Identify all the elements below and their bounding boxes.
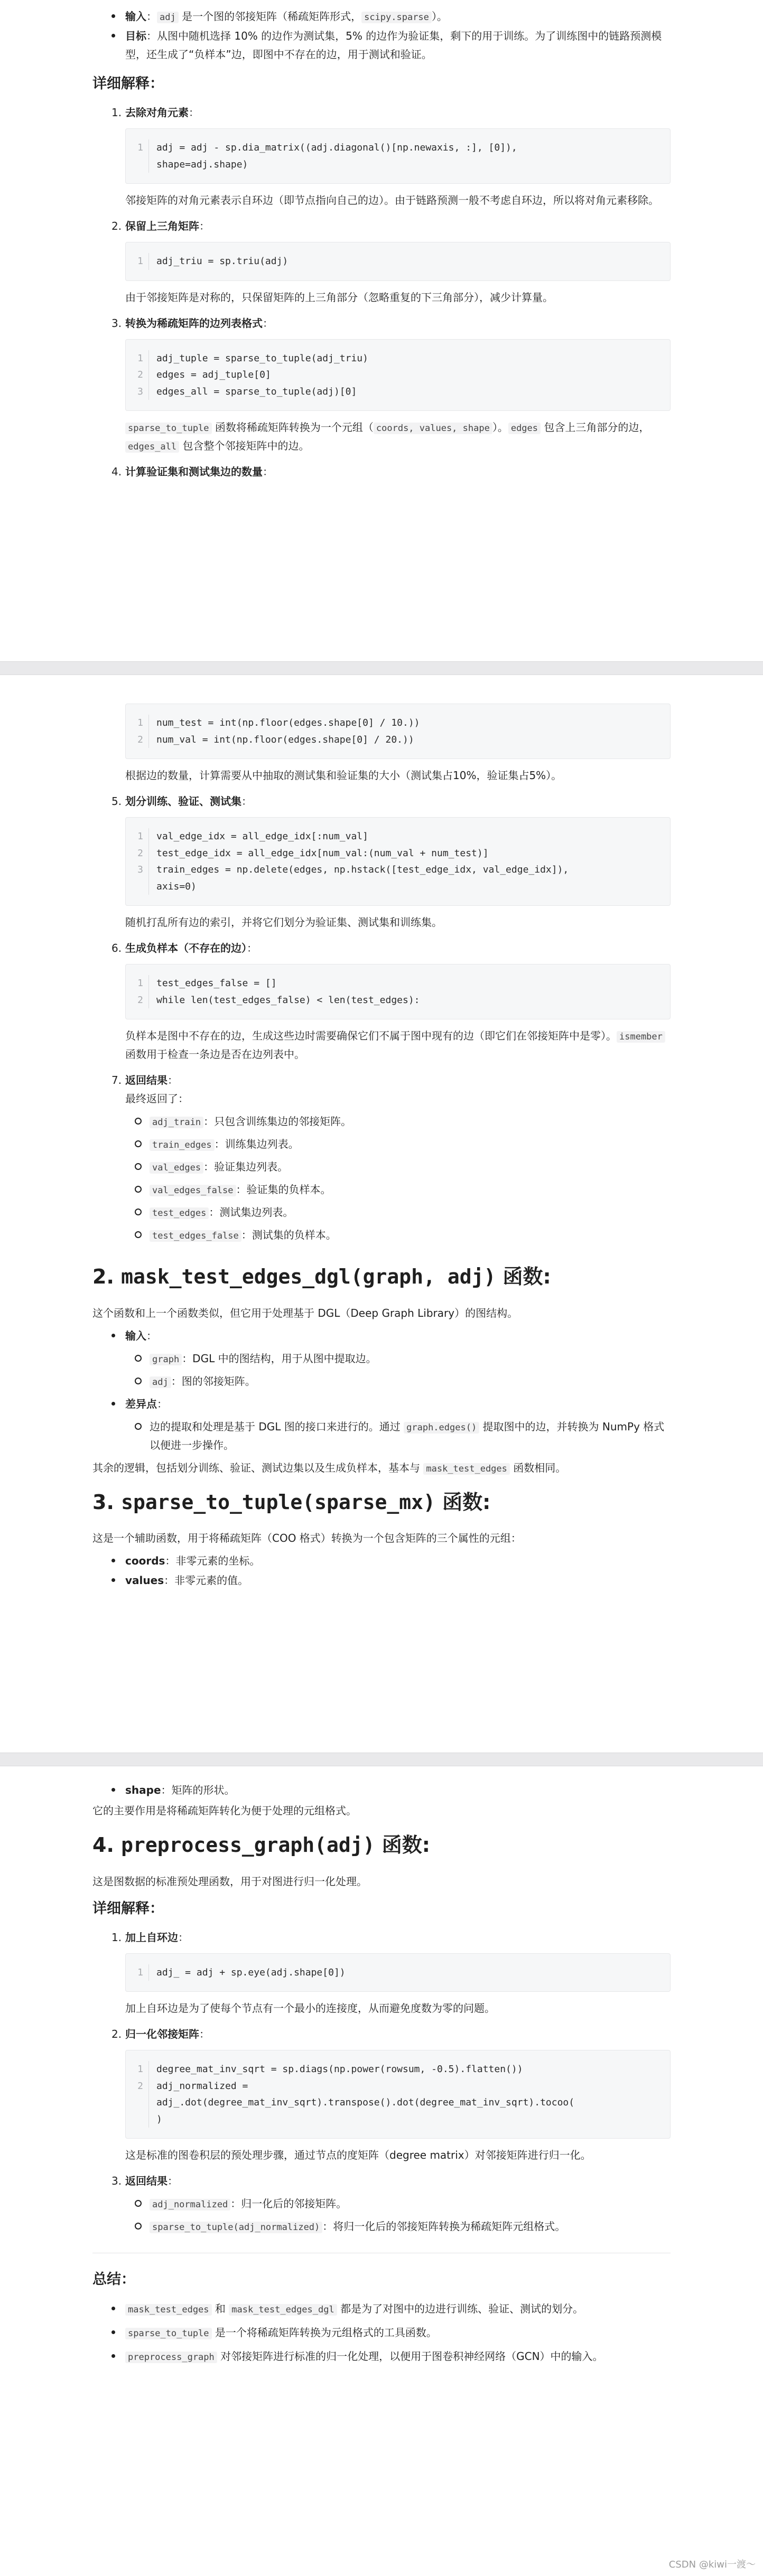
item-text: ：非零元素的值。 <box>164 1574 249 1587</box>
step-title: 保留上三角矩阵 <box>125 220 199 233</box>
s4-step-1 <box>92 1928 671 2026</box>
desc-text: 负样本是图中不存在的边，生成这些边时需要确保它们不属于图中现有的边（即它们在邻接矩阵中是零）。 <box>125 1029 617 1042</box>
step-5 <box>92 792 671 939</box>
line-number: 1 <box>126 2061 149 2078</box>
outro-text: 函数相同。 <box>509 1461 566 1474</box>
panel-3 <box>0 1766 763 2576</box>
input-label: 输入 <box>125 10 146 23</box>
panel-1 <box>0 0 763 661</box>
item-text: ：将归一化后的邻接矩阵转换为稀疏矩阵元组格式。 <box>322 2220 566 2233</box>
step-desc <box>125 418 671 455</box>
code-line <box>126 367 662 383</box>
code-text: adj_triu = sp.triu(adj) <box>156 256 289 267</box>
step-number: 1. <box>111 106 122 119</box>
bullet-label: 差异点 <box>125 1397 157 1410</box>
code-text: while len(test_edges_false) < len(test_edges): <box>156 994 420 1006</box>
code-line <box>126 732 662 748</box>
item-text: ：验证集的负样本。 <box>236 1183 331 1196</box>
section-suffix: 函数: <box>435 1490 491 1514</box>
step-number: 6. <box>111 942 122 954</box>
list-item <box>150 1203 671 1222</box>
colon: ： <box>178 1931 189 1944</box>
code-text: ) <box>156 2113 162 2125</box>
section-intro: 这个函数和上一个函数类似，但它用于处理基于 DGL（Deep Graph Library）的图结构。 <box>92 1306 518 1319</box>
section-3-bullets-cont <box>92 1781 671 1800</box>
colon: ： <box>146 1329 157 1342</box>
bullet-label: shape <box>125 1784 161 1796</box>
list-item <box>125 2324 671 2342</box>
colon: ： <box>189 106 199 119</box>
diff-bullet <box>125 1395 671 1455</box>
inline-code: sparse_to_tuple(adj_normalized) <box>150 2222 322 2233</box>
s4-step-2 <box>92 2025 671 2172</box>
step-7 <box>92 1071 671 1252</box>
code-line <box>126 845 662 862</box>
inline-code: graph <box>150 1354 182 1365</box>
step-2 <box>92 217 671 314</box>
step-number: 7. <box>111 1074 122 1086</box>
section-code: mask_test_edges_dgl(graph, adj) <box>121 1265 496 1288</box>
inline-code: ismember <box>617 1031 665 1043</box>
s4-step-3 <box>92 2172 671 2243</box>
code-text: edges = adj_tuple[0] <box>156 369 271 381</box>
list-item <box>125 1552 671 1570</box>
bullet-label: 输入 <box>125 1329 146 1342</box>
code-text: val_edge_idx = all_edge_idx[:num_val] <box>156 831 368 842</box>
list-item <box>125 1571 671 1590</box>
step-desc <box>125 1027 671 1064</box>
input-bullet <box>125 7 671 26</box>
code-block <box>125 1953 671 1992</box>
code-block <box>125 704 671 759</box>
item-text: ：测试集的负样本。 <box>241 1229 337 1241</box>
input-type-code: scipy.sparse <box>361 12 432 23</box>
step-4 <box>92 463 671 484</box>
line-number: 2 <box>126 2078 149 2095</box>
inline-code: mask_test_edges <box>423 1463 510 1475</box>
line-number: 1 <box>126 828 149 845</box>
step-3 <box>92 314 671 463</box>
code-text: train_edges = np.delete(edges, np.hstack([test_edge_idx, val_edge_idx]), <box>156 864 569 875</box>
inline-code: coords, values, shape <box>374 423 492 434</box>
step-title: 转换为稀疏矩阵的边列表格式 <box>125 316 263 330</box>
item-text: ：DGL 中的图结构，用于从图中提取边。 <box>182 1352 377 1365</box>
code-text: adj_ = adj + sp.eye(adj.shape[0]) <box>156 1966 346 1978</box>
code-line <box>126 828 662 845</box>
item-text: ：训练集边列表。 <box>214 1138 299 1150</box>
code-line <box>126 383 662 400</box>
line-number: 2 <box>126 845 149 862</box>
code-line <box>126 2094 662 2111</box>
code-line <box>126 992 662 1009</box>
input-sublist <box>125 1350 671 1391</box>
item-text: 和 <box>211 2302 229 2315</box>
inline-code: sparse_to_tuple <box>125 423 212 434</box>
inline-code: mask_test_edges <box>125 2304 212 2316</box>
step-number: 1. <box>111 1931 122 1944</box>
list-item <box>150 2217 671 2236</box>
code-text: adj = adj - sp.dia_matrix((adj.diagonal()[np.newaxis, :], [0]), <box>156 142 517 154</box>
line-number-blank <box>126 2094 149 2111</box>
step-title: 生成负样本（不存在的边） <box>125 942 247 954</box>
code-text: adj_normalized = <box>156 2080 248 2092</box>
code-block <box>125 242 671 281</box>
code-line <box>126 350 662 367</box>
step-title: 加上自环边 <box>125 1931 178 1944</box>
summary-list <box>92 2300 671 2366</box>
step-number: 3. <box>111 316 122 330</box>
bullet-label: coords <box>125 1554 165 1567</box>
inline-code: val_edges_false <box>150 1185 236 1196</box>
line-number: 1 <box>126 975 149 992</box>
line-number: 1 <box>126 715 149 732</box>
code-text: adj_tuple = sparse_to_tuple(adj_triu) <box>156 352 368 364</box>
code-line <box>126 1964 662 1981</box>
item-text: 对邻接矩阵进行标准的归一化处理，以便用于图卷积神经网络（GCN）中的输入。 <box>217 2349 603 2363</box>
list-item <box>150 1112 671 1131</box>
code-block <box>125 2050 671 2139</box>
inline-code: edges <box>508 423 541 434</box>
item-text: ：图的邻接矩阵。 <box>171 1374 256 1388</box>
return-list <box>125 2195 671 2236</box>
list-item <box>150 1372 671 1391</box>
code-line <box>126 2111 662 2128</box>
code-text: edges_all = sparse_to_tuple(adj)[0] <box>156 386 357 397</box>
item-text: 是一个将稀疏矩阵转换为元组格式的工具函数。 <box>211 2326 437 2339</box>
code-block <box>125 339 671 411</box>
step-number: 2. <box>111 220 122 233</box>
step-desc: 根据边的数量，计算需要从中抽取的测试集和验证集的大小（测试集占10%，验证集占5%）。 <box>125 769 562 782</box>
section-code: preprocess_graph(adj) <box>121 1833 375 1857</box>
desc-text: ）。 <box>492 421 508 434</box>
section-outro: 它的主要作用是将稀疏矩阵转化为便于处理的元组格式。 <box>92 1804 357 1817</box>
watermark: CSDN @kiwi一渡～ <box>668 2559 756 2570</box>
code-line <box>126 715 662 732</box>
step-title: 去除对角元素 <box>125 106 189 119</box>
desc-text: 包含整个邻接矩阵中的边。 <box>179 439 310 453</box>
colon: ： <box>157 1397 168 1410</box>
inline-code: test_edges_false <box>150 1230 241 1242</box>
inline-code: adj <box>150 1376 171 1388</box>
line-number: 3 <box>126 861 149 878</box>
colon: ： <box>263 316 273 330</box>
colon: ： <box>263 465 273 479</box>
section-2-heading <box>92 1259 671 1295</box>
input-var-code: adj <box>157 12 179 23</box>
bullet-label: values <box>125 1574 164 1587</box>
list-item <box>150 1226 671 1244</box>
item-text: ：测试集边列表。 <box>209 1206 294 1219</box>
page-separator <box>0 661 763 675</box>
inline-code: train_edges <box>150 1139 215 1151</box>
code-line <box>126 861 662 878</box>
diff-sublist <box>125 1418 671 1455</box>
section-number: 4. <box>92 1833 122 1857</box>
code-text: test_edge_idx = all_edge_idx[num_val:(num_val + num_test)] <box>156 847 489 859</box>
page-separator <box>0 1753 763 1766</box>
desc-text: 函数将稀疏矩阵转换为一个元组（ <box>211 421 374 434</box>
list-item <box>150 2195 671 2213</box>
input-end: ）。 <box>431 10 448 23</box>
goal-label: 目标 <box>125 30 146 42</box>
section-intro: 这是一个辅助函数，用于将稀疏矩阵（COO 格式）转换为一个包含矩阵的三个属性的元组： <box>92 1532 522 1544</box>
list-item <box>150 1350 671 1368</box>
code-text: adj_.dot(degree_mat_inv_sqrt).transpose().dot(degree_mat_inv_sqrt).tocoo( <box>156 2097 575 2109</box>
code-block <box>125 964 671 1019</box>
step-lead: 最终返回了： <box>125 1092 189 1105</box>
section-suffix: 函数: <box>375 1833 430 1857</box>
colon: ： <box>199 2028 210 2041</box>
step-number: 4. <box>111 465 122 479</box>
code-line <box>126 253 662 270</box>
line-number-blank <box>126 156 149 173</box>
step-desc: 这是标准的图卷积层的预处理步骤，通过节点的度矩阵（degree matrix）对邻接矩阵进行归一化。 <box>125 2149 591 2162</box>
code-text: degree_mat_inv_sqrt = sp.diags(np.power(rowsum, -0.5).flatten()) <box>156 2064 523 2075</box>
section-4-heading <box>92 1828 671 1863</box>
list-item <box>125 1781 671 1800</box>
detail-heading-1: 详细解释： <box>92 76 164 92</box>
colon: ： <box>168 2175 178 2188</box>
code-line <box>126 878 662 895</box>
code-line <box>126 2078 662 2095</box>
code-text: shape=adj.shape) <box>156 158 248 170</box>
step-title: 返回结果 <box>125 2175 168 2188</box>
inline-code: sparse_to_tuple <box>125 2328 212 2339</box>
section-outro <box>92 1459 671 1477</box>
top-bullets <box>92 7 671 64</box>
list-item <box>150 1158 671 1176</box>
section-number: 2. <box>92 1265 122 1288</box>
list-item <box>150 1181 671 1199</box>
line-number-blank <box>126 2111 149 2128</box>
desc-text: 包含上三角部分的边， <box>541 421 650 434</box>
code-block <box>125 128 671 184</box>
step-title: 归一化邻接矩阵 <box>125 2028 199 2041</box>
section-number: 3. <box>92 1490 122 1514</box>
item-text: ：矩阵的形状。 <box>161 1784 235 1796</box>
step-title: 划分训练、验证、测试集 <box>125 795 241 808</box>
goal-bullet <box>125 27 671 64</box>
list-item <box>125 2347 671 2366</box>
code-line <box>126 156 662 173</box>
code-text: axis=0) <box>156 880 197 892</box>
inline-code: preprocess_graph <box>125 2352 217 2363</box>
inline-code: edges_all <box>125 441 179 453</box>
item-text: 都是为了对图中的边进行训练、验证、测试的划分。 <box>337 2302 584 2315</box>
step-number: 2. <box>111 2028 122 2041</box>
code-block <box>125 817 671 906</box>
item-text: 边的提取和处理是基于 DGL 图的接口来进行的。通过 <box>150 1420 404 1433</box>
colon: ： <box>241 795 252 808</box>
line-number: 1 <box>126 253 149 270</box>
line-number: 2 <box>126 992 149 1009</box>
colon: ： <box>168 1074 178 1086</box>
list-item <box>125 2300 671 2318</box>
section-suffix: 函数: <box>496 1265 551 1288</box>
section-3-bullets <box>92 1552 671 1590</box>
step-desc: 邻接矩阵的对角元素表示自环边（即节点指向自己的边）。由于链路预测一般不考虑自环边，所以将对角元素移除。 <box>125 194 659 207</box>
line-number: 2 <box>126 732 149 748</box>
item-text: ：归一化后的邻接矩阵。 <box>230 2197 347 2210</box>
code-line <box>126 139 662 156</box>
code-text: num_val = int(np.floor(edges.shape[0] / 20.)) <box>156 734 414 745</box>
step-desc: 加上自环边是为了使每个节点有一个最小的连接度，从而避免度数为零的问题。 <box>125 2002 495 2015</box>
step-desc: 随机打乱所有边的索引，并将它们划分为验证集、测试集和训练集。 <box>125 916 442 929</box>
line-number: 1 <box>126 139 149 156</box>
section-code: sparse_to_tuple(sparse_mx) <box>121 1490 435 1514</box>
inline-code: adj_train <box>150 1117 203 1128</box>
input-colon: ： <box>146 10 157 23</box>
line-number: 1 <box>126 1964 149 1981</box>
step-title: 计算验证集和测试集边的数量 <box>125 465 263 479</box>
line-number: 3 <box>126 383 149 400</box>
step-desc: 由于邻接矩阵是对称的，只保留矩阵的上三角部分（忽略重复的下三角部分），减少计算量。 <box>125 291 553 304</box>
summary-heading: 总结： <box>92 2271 135 2288</box>
item-text: ：只包含训练集边的邻接矩阵。 <box>203 1115 352 1128</box>
item-text: 提取图中的边，并转换为 NumPy 格式以便进一步操作。 <box>150 1420 665 1451</box>
step-title: 返回结果 <box>125 1074 168 1086</box>
outro-text: 其余的逻辑，包括划分训练、验证、测试边集以及生成负样本，基本与 <box>92 1461 424 1474</box>
inline-code: mask_test_edges_dgl <box>229 2304 337 2316</box>
code-text: num_test = int(np.floor(edges.shape[0] / 10.)) <box>156 717 420 728</box>
step-number: 5. <box>111 795 122 808</box>
item-text: ：非零元素的坐标。 <box>165 1554 260 1567</box>
input-bullet <box>125 1327 671 1391</box>
return-list <box>125 1112 671 1244</box>
panel-2 <box>0 675 763 1753</box>
detail-heading-2: 详细解释： <box>92 1900 164 1917</box>
desc-text: 函数用于检查一条边是否在边列表中。 <box>125 1048 305 1061</box>
item-text: ：验证集边列表。 <box>203 1160 289 1173</box>
section-intro: 这是图数据的标准预处理函数，用于对图进行归一化处理。 <box>92 1875 367 1888</box>
code-line <box>126 975 662 992</box>
step-4-body <box>92 704 671 792</box>
line-number: 2 <box>126 367 149 383</box>
inline-code: adj_normalized <box>150 2199 230 2210</box>
step-number: 3. <box>111 2175 122 2188</box>
code-line <box>126 2061 662 2078</box>
step-6 <box>92 939 671 1071</box>
list-item <box>150 1135 671 1154</box>
inline-code: val_edges <box>150 1162 203 1174</box>
colon: ： <box>199 220 210 233</box>
inline-code: test_edges <box>150 1207 209 1219</box>
input-text: 是一个图的邻接矩阵（稀疏矩阵形式， <box>178 10 362 23</box>
inline-code: graph.edges() <box>404 1422 479 1434</box>
line-number-blank <box>126 878 149 895</box>
code-text: test_edges_false = [] <box>156 978 277 989</box>
list-item <box>150 1418 671 1455</box>
step-1 <box>92 104 671 217</box>
line-number: 1 <box>126 350 149 367</box>
colon: ： <box>247 942 257 954</box>
section-3-heading <box>92 1485 671 1520</box>
section-2-bullets <box>92 1327 671 1455</box>
goal-text: ：从图中随机选择 10% 的边作为测试集，5% 的边作为验证集，剩下的用于训练。为了训练图中的链路预测模型，还生成了“负样本”边，即图中不存在的边，用于测试和验证。 <box>125 30 662 61</box>
